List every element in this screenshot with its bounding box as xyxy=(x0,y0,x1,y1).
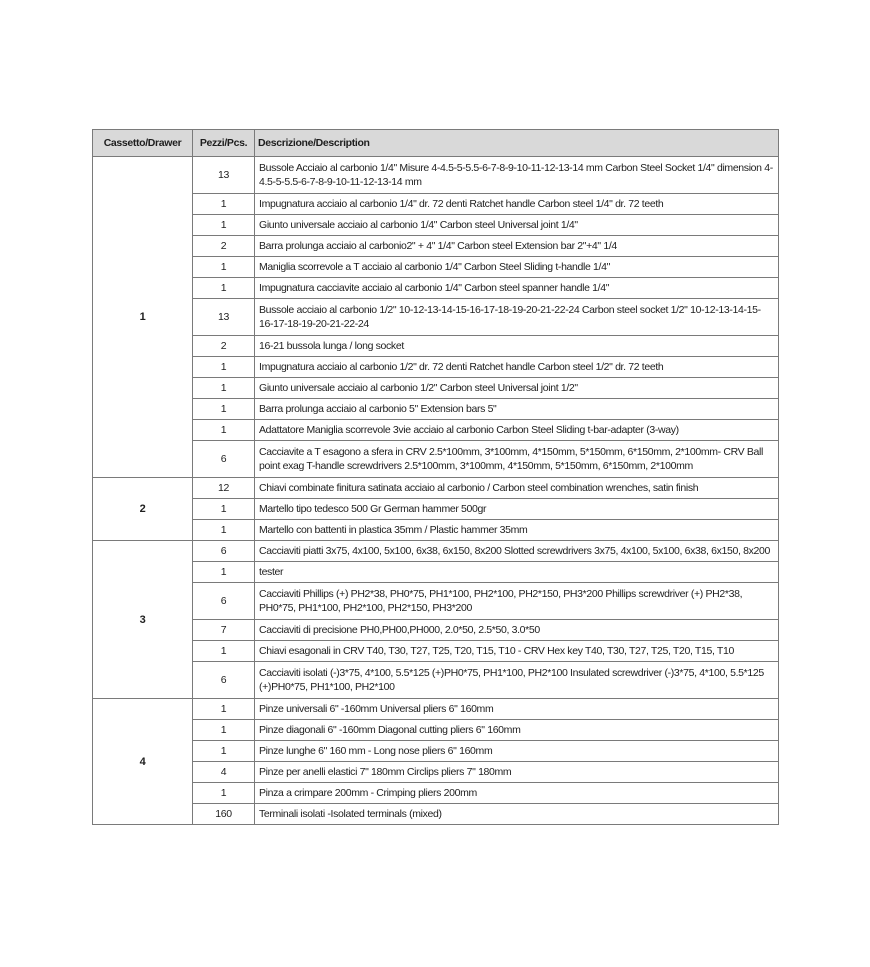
header-row xyxy=(93,130,779,157)
pieces-count: 1 xyxy=(193,194,255,215)
pieces-count: 7 xyxy=(193,620,255,641)
drawer-number: 3 xyxy=(93,541,193,699)
item-description: Pinze per anelli elastici 7" 180mm Circlips pliers 7" 180mm xyxy=(255,762,779,783)
pieces-count: 160 xyxy=(193,804,255,825)
table-row xyxy=(93,783,779,804)
table-row xyxy=(93,620,779,641)
pieces-count: 1 xyxy=(193,215,255,236)
drawer-number: 1 xyxy=(93,157,193,478)
table-row xyxy=(93,804,779,825)
pieces-count: 1 xyxy=(193,378,255,399)
pieces-count: 6 xyxy=(193,662,255,699)
pieces-count: 1 xyxy=(193,357,255,378)
table-row xyxy=(93,520,779,541)
table-row xyxy=(93,357,779,378)
header-drawer: Cassetto/Drawer xyxy=(93,130,193,157)
item-description: Terminali isolati -Isolated terminals (mixed) xyxy=(255,804,779,825)
pieces-count: 1 xyxy=(193,741,255,762)
pieces-count: 1 xyxy=(193,641,255,662)
pieces-count: 1 xyxy=(193,499,255,520)
header-qty: Pezzi/Pcs. xyxy=(193,130,255,157)
parts-table xyxy=(92,129,779,825)
item-description: Cacciaviti di precisione PH0,PH00,PH000, 2.0*50, 2.5*50, 3.0*50 xyxy=(255,620,779,641)
item-description: Pinze universali 6" -160mm Universal pliers 6" 160mm xyxy=(255,699,779,720)
table-row xyxy=(93,336,779,357)
table-row xyxy=(93,278,779,299)
pieces-count: 6 xyxy=(193,541,255,562)
pieces-count: 13 xyxy=(193,299,255,336)
item-description: Chiavi combinate finitura satinata acciaio al carbonio / Carbon steel combination wrenches, satin finish xyxy=(255,478,779,499)
item-description: Barra prolunga acciaio al carbonio2" + 4" 1/4" Carbon steel Extension bar 2"+4" 1/4 xyxy=(255,236,779,257)
pieces-count: 1 xyxy=(193,720,255,741)
pieces-count: 13 xyxy=(193,157,255,194)
drawer-number: 2 xyxy=(93,478,193,541)
pieces-count: 12 xyxy=(193,478,255,499)
item-description: 16-21 bussola lunga / long socket xyxy=(255,336,779,357)
item-description: Martello con battenti in plastica 35mm / Plastic hammer 35mm xyxy=(255,520,779,541)
table-row xyxy=(93,499,779,520)
item-description: Barra prolunga acciaio al carbonio 5" Extension bars 5" xyxy=(255,399,779,420)
item-description: Pinza a crimpare 200mm - Crimping pliers 200mm xyxy=(255,783,779,804)
table-row xyxy=(93,194,779,215)
table-body xyxy=(93,157,779,825)
table-row xyxy=(93,720,779,741)
pieces-count: 2 xyxy=(193,236,255,257)
item-description: Maniglia scorrevole a T acciaio al carbonio 1/4" Carbon Steel Sliding t-handle 1/4" xyxy=(255,257,779,278)
table-row xyxy=(93,299,779,336)
pieces-count: 1 xyxy=(193,420,255,441)
pieces-count: 1 xyxy=(193,699,255,720)
table-row xyxy=(93,662,779,699)
table-row xyxy=(93,157,779,194)
item-description: Pinze diagonali 6" -160mm Diagonal cutting pliers 6" 160mm xyxy=(255,720,779,741)
table-row xyxy=(93,562,779,583)
item-description: tester xyxy=(255,562,779,583)
table-row xyxy=(93,441,779,478)
table-row xyxy=(93,741,779,762)
item-description: Cacciaviti piatti 3x75, 4x100, 5x100, 6x38, 6x150, 8x200 Slotted screwdrivers 3x75, 4x100, 5x100, 6x38, 6x150, 8x200 xyxy=(255,541,779,562)
pieces-count: 1 xyxy=(193,399,255,420)
item-description: Impugnatura cacciavite acciaio al carbonio 1/4" Carbon steel spanner handle 1/4" xyxy=(255,278,779,299)
item-description: Pinze lunghe 6" 160 mm - Long nose pliers 6" 160mm xyxy=(255,741,779,762)
pieces-count: 1 xyxy=(193,520,255,541)
table-row xyxy=(93,641,779,662)
table-row xyxy=(93,378,779,399)
pieces-count: 1 xyxy=(193,257,255,278)
pieces-count: 1 xyxy=(193,562,255,583)
pieces-count: 6 xyxy=(193,583,255,620)
table-row xyxy=(93,478,779,499)
drawer-number: 4 xyxy=(93,699,193,825)
item-description: Cacciaviti Phillips (+) PH2*38, PH0*75, PH1*100, PH2*100, PH2*150, PH3*200 Phillips screwdriver (+) PH2*38, PH0*75, PH1*100, PH2*100, PH2*150, PH3*200 xyxy=(255,583,779,620)
item-description: Impugnatura acciaio al carbonio 1/4" dr. 72 denti Ratchet handle Carbon steel 1/4" dr. 72 teeth xyxy=(255,194,779,215)
item-description: Cacciavite a T esagono a sfera in CRV 2.5*100mm, 3*100mm, 4*150mm, 5*150mm, 6*150mm, 2*100mm- CRV Ball point exag T-handle screwdrivers 2.5*100mm, 3*100mm, 4*150mm, 5*150mm, 6*150mm, 2*100mm xyxy=(255,441,779,478)
item-description: Chiavi esagonali in CRV T40, T30, T27, T25, T20, T15, T10 - CRV Hex key T40, T30, T27, T25, T20, T15, T10 xyxy=(255,641,779,662)
item-description: Giunto universale acciaio al carbonio 1/4" Carbon steel Universal joint 1/4" xyxy=(255,215,779,236)
pieces-count: 2 xyxy=(193,336,255,357)
pieces-count: 1 xyxy=(193,278,255,299)
table-row xyxy=(93,399,779,420)
table-row xyxy=(93,420,779,441)
item-description: Giunto universale acciaio al carbonio 1/2" Carbon steel Universal joint 1/2" xyxy=(255,378,779,399)
table-row xyxy=(93,257,779,278)
item-description: Bussole acciaio al carbonio 1/2" 10-12-13-14-15-16-17-18-19-20-21-22-24 Carbon steel socket 1/2" 10-12-13-14-15-16-17-18-19-20-21-22-24 xyxy=(255,299,779,336)
table-row xyxy=(93,236,779,257)
table-row xyxy=(93,762,779,783)
item-description: Adattatore Maniglia scorrevole 3vie acciaio al carbonio Carbon Steel Sliding t-bar-adapter (3-way) xyxy=(255,420,779,441)
table-row xyxy=(93,699,779,720)
item-description: Bussole Acciaio al carbonio 1/4" Misure 4-4.5-5-5.5-6-7-8-9-10-11-12-13-14 mm Carbon Steel Socket 1/4" dimension 4-4.5-5-5.5-6-7-8-9-10-11-12-13-14 mm xyxy=(255,157,779,194)
table-row xyxy=(93,583,779,620)
pieces-count: 6 xyxy=(193,441,255,478)
item-description: Impugnatura acciaio al carbonio 1/2" dr. 72 denti Ratchet handle Carbon steel 1/2" dr. 72 teeth xyxy=(255,357,779,378)
header-description: Descrizione/Description xyxy=(255,130,779,157)
table-row xyxy=(93,541,779,562)
pieces-count: 1 xyxy=(193,783,255,804)
item-description: Martello tipo tedesco 500 Gr German hammer 500gr xyxy=(255,499,779,520)
item-description: Cacciaviti isolati (-)3*75, 4*100, 5.5*125 (+)PH0*75, PH1*100, PH2*100 Insulated screwdriver (-)3*75, 4*100, 5.5*125 (+)PH0*75, PH1*100, PH2*100 xyxy=(255,662,779,699)
pieces-count: 4 xyxy=(193,762,255,783)
table-row xyxy=(93,215,779,236)
